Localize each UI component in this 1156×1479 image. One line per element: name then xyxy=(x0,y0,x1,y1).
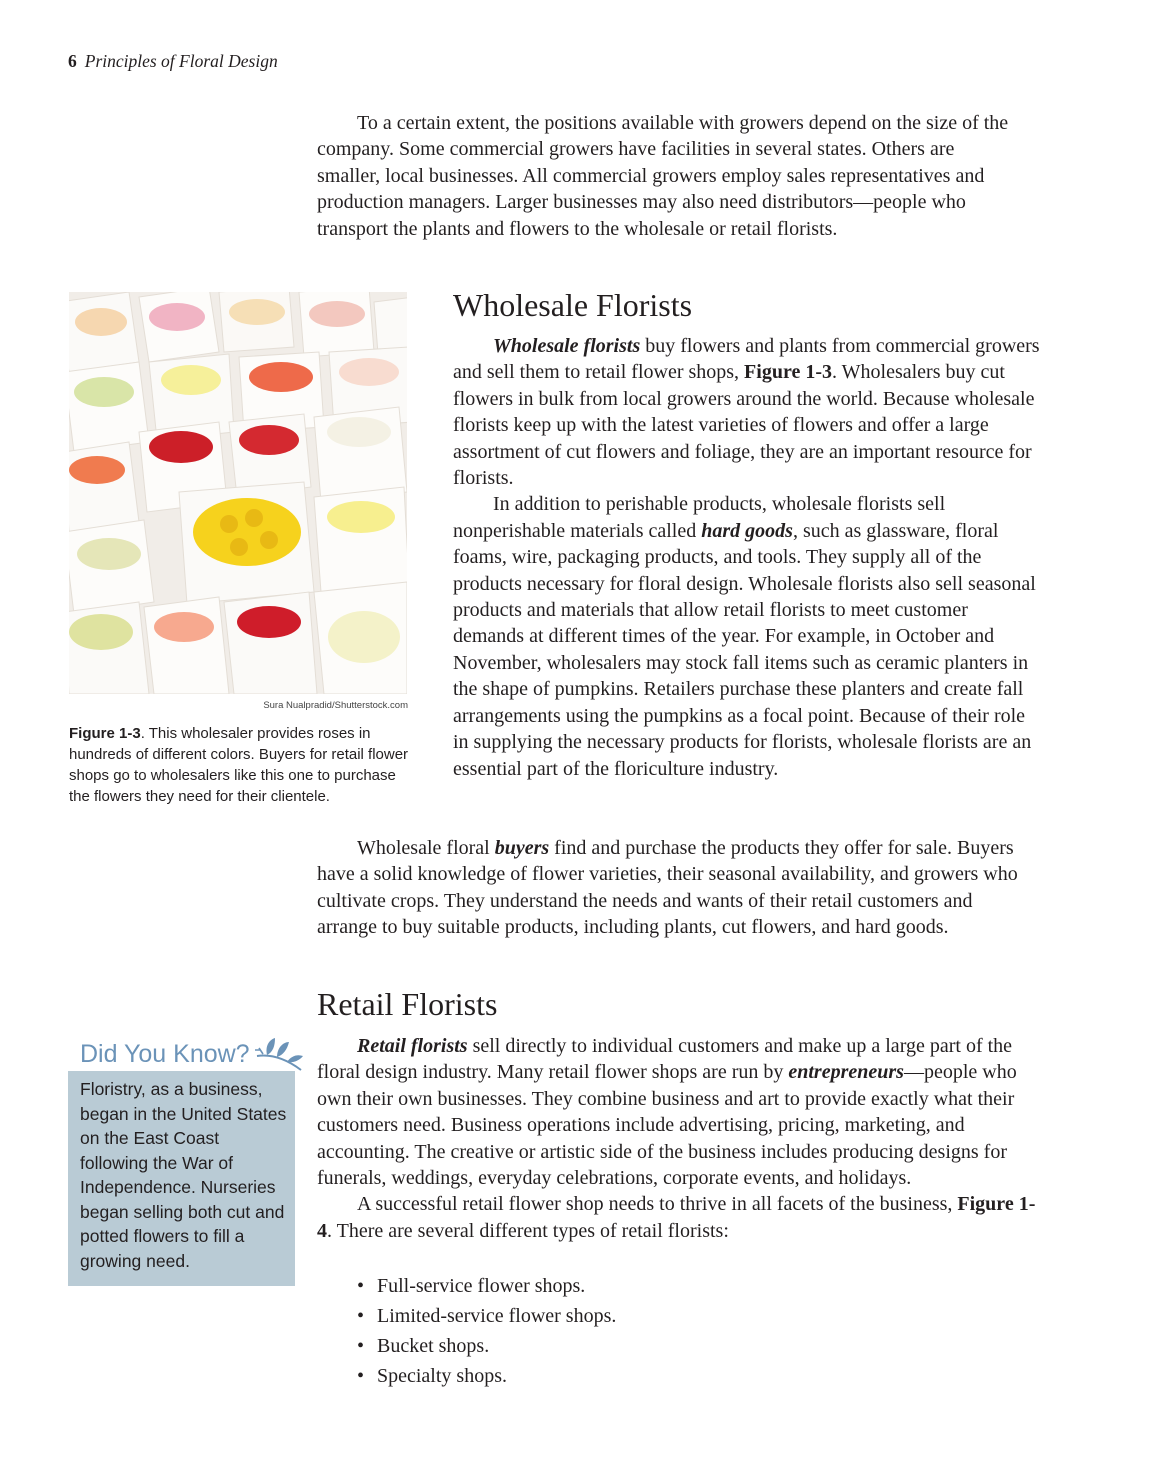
figure-1-3-photo xyxy=(69,292,407,694)
caption-label: Figure 1-3 xyxy=(69,725,141,742)
wholesale-paragraph-2: In addition to perishable products, wholesale florists sell nonperishable materials called hard goods, such as glassware, floral foams, wire, packaging products, and tools. They supply all of the products necessary for floral design. Wholesale florists also sell seasonal products and materials that allow retail florists to meet customer demands at different times of the year. For example, in October and November, wholesalers may stock fall items such as ceramic planters in the shape of pumpkins. Retailers purchase these planters and create fall arrangements using the pumpkins as a focal point. Because of their role in supplying the necessary products for florists, wholesale florists are an essential part of the floriculture industry. xyxy=(453,493,1036,780)
wholesale-paragraph-3: Wholesale floral buyers find and purchase the products they offer for sale. Buyers have a solid knowledge of flower varieties, their seasonal availability, and growers who cultivate crops. They understand the needs and wants of their retail customers and arrange to buy suitable products, including plants, cut flowers, and hard goods. xyxy=(317,837,1018,939)
list-item: • Full-service flower shops. xyxy=(357,1273,616,1303)
caption-text: . This wholesaler provides roses in hundreds of different colors. Buyers for retail flower shops go to wholesalers like this one to purchase the flowers they need for their clientele. xyxy=(69,725,409,805)
wholesale-section xyxy=(453,333,1043,782)
retail-heading: Retail Florists xyxy=(317,986,498,1022)
did-you-know-text: Floristry, as a business, began in the United States on the East Coast following the War of Independence. Nurseries began selling both cut and potted flowers to fill a growing need. xyxy=(80,1079,287,1271)
wholesale-heading: Wholesale Florists xyxy=(453,287,693,323)
wholesale-buyers-section xyxy=(317,835,1037,941)
term-buyers: buyers xyxy=(494,837,550,859)
term-entrepreneurs: entrepreneurs xyxy=(788,1061,904,1084)
wholesale-paragraph-1: Wholesale florists buy flowers and plants from commercial growers and sell them to retail flower shops, Figure 1-3. Wholesalers buy cut flowers in bulk from local growers around the world. Because wholesale florists keep up with the latest varieties of flowers and offer a large assortment of cut flowers and foliage, they are an important resource for florists. xyxy=(453,335,1040,490)
leaf-sprig-icon xyxy=(253,1034,305,1074)
term-hard-goods: hard goods xyxy=(701,519,793,542)
intro-section xyxy=(317,110,1017,242)
did-you-know-title: Did You Know? xyxy=(80,1040,250,1068)
figure-ref-1-4: Figure 1-4 xyxy=(317,1193,1036,1242)
list-item: • Limited-service flower shops. xyxy=(357,1303,616,1333)
list-item: • Specialty shops. xyxy=(357,1363,616,1393)
intro-paragraph: To a certain extent, the positions available with growers depend on the size of the company. Some commercial growers have facilities in several states. Others are smaller, local businesses. All commercial growers employ sales representatives and production managers. Larger businesses may also need distributors—people who transport the plants and flowers to the wholesale or retail florists. xyxy=(317,112,1009,240)
retail-paragraph-2: A successful retail flower shop needs to thrive in all facets of the business, Figure 1-4. There are several different types of retail florists: xyxy=(317,1193,1036,1242)
photo-credit: Sura Nualpradid/Shutterstock.com xyxy=(263,700,408,711)
retail-paragraph-1: Retail florists sell directly to individual customers and make up a large part of the floral design industry. Many retail flower shops are run by entrepreneurs—people who own their own businesses. They combine business and art to provide exactly what their customers need. Business operations include advertising, pricing, marketing, and accounting. The creative or artistic side of the business includes producing designs for funerals, weddings, everyday celebrations, corporate events, and holidays. xyxy=(317,1035,1017,1190)
page-number: 6 xyxy=(68,51,77,71)
retail-types-list xyxy=(357,1273,616,1393)
term-wholesale-florists: Wholesale florists xyxy=(493,335,641,357)
figure-caption xyxy=(69,723,414,807)
retail-section xyxy=(317,1033,1037,1244)
running-header xyxy=(68,51,278,72)
term-retail-florists: Retail florists xyxy=(357,1035,468,1057)
list-item: • Bucket shops. xyxy=(357,1333,616,1363)
book-title: Principles of Floral Design xyxy=(84,51,278,71)
roses-illustration xyxy=(69,292,407,694)
figure-ref-1-3: Figure 1-3 xyxy=(744,361,832,384)
